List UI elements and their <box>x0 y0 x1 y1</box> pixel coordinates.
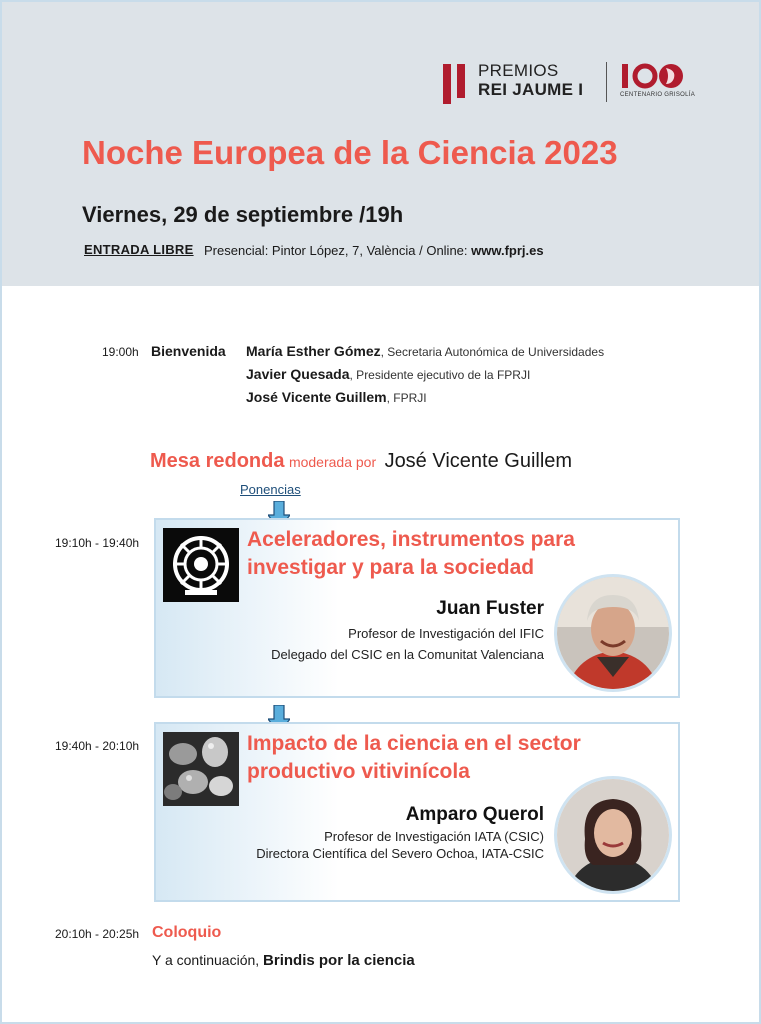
talk-time: 19:10h - 19:40h <box>55 536 140 550</box>
logo-text-rei-jaume: REI JAUME I <box>478 80 584 99</box>
entrada-libre-label: ENTRADA LIBRE <box>84 242 194 257</box>
welcome-speaker-row <box>246 366 530 384</box>
coloquio-label: Coloquio <box>152 924 222 941</box>
event-location <box>204 243 544 258</box>
logo-centenario-text: CENTENARIO GRISOLÍA <box>620 92 696 98</box>
speaker-role-line2: Delegado del CSIC en la Comunitat Valenciana <box>271 647 544 662</box>
moderated-by-label: moderada por <box>288 454 377 470</box>
closing-prefix: Y a continuación, <box>152 952 264 968</box>
coloquio-time: 20:10h - 20:25h <box>55 927 140 941</box>
logo-divider <box>606 62 607 102</box>
ponencias-label: Ponencias <box>240 482 301 497</box>
welcome-speaker-name: Javier Quesada <box>246 366 350 382</box>
yeast-microscopy-image <box>163 732 239 806</box>
speaker-role-line2: Directora Científica del Severo Ochoa, IATA-CSIC <box>256 846 544 861</box>
event-date: Viernes, 29 de septiembre /19h <box>82 202 404 227</box>
speaker-photo-avatar <box>554 574 672 692</box>
mesa-redonda-heading <box>150 450 572 473</box>
location-text: Presencial: Pintor López, 7, València / Online: <box>204 243 472 258</box>
welcome-time: 19:00h <box>102 345 139 359</box>
welcome-speaker-row <box>246 343 604 361</box>
talk-title-line1: Aceleradores, instrumentos para <box>247 528 575 551</box>
closing-line <box>152 952 415 970</box>
welcome-speaker-name: María Esther Gómez <box>246 343 381 359</box>
welcome-speaker-name: José Vicente Guillem <box>246 389 387 405</box>
talk-title-line1: Impacto de la ciencia en el sector <box>247 732 581 755</box>
talk-card <box>154 722 680 902</box>
brindis-text: Brindis por la ciencia <box>263 952 415 969</box>
centenario-100-logo <box>620 60 688 92</box>
event-title: Noche Europea de la Ciencia 2023 <box>82 134 618 171</box>
speaker-name: Amparo Querol <box>405 804 544 825</box>
welcome-speaker-role: , Presidente ejecutivo de la FPRJI <box>349 368 531 382</box>
particle-accelerator-icon <box>163 528 239 602</box>
logo-text-premios: PREMIOS <box>478 61 559 80</box>
website-link[interactable]: www.fprj.es <box>471 243 544 258</box>
welcome-label: Bienvenida <box>151 343 226 359</box>
speaker-role-line1: Profesor de Investigación del IFIC <box>348 626 544 641</box>
welcome-speaker-role: , Secretaria Autonómica de Universidades <box>380 345 605 359</box>
speaker-photo-avatar <box>554 776 672 894</box>
welcome-speaker-row <box>246 389 427 407</box>
talk-time: 19:40h - 20:10h <box>55 739 140 753</box>
talk-title-line2: investigar y para la sociedad <box>247 556 535 579</box>
talk-card <box>154 518 680 698</box>
welcome-speaker-role: , FPRJI <box>386 391 427 405</box>
jaume-i-logo-mark <box>443 64 471 104</box>
mesa-redonda-label: Mesa redonda <box>150 450 285 472</box>
speaker-name: Juan Fuster <box>436 598 544 619</box>
moderator-name: José Vicente Guillem <box>384 450 573 472</box>
talk-title-line2: productivo vitivinícola <box>247 760 470 783</box>
speaker-role-line1: Profesor de Investigación IATA (CSIC) <box>324 829 544 844</box>
